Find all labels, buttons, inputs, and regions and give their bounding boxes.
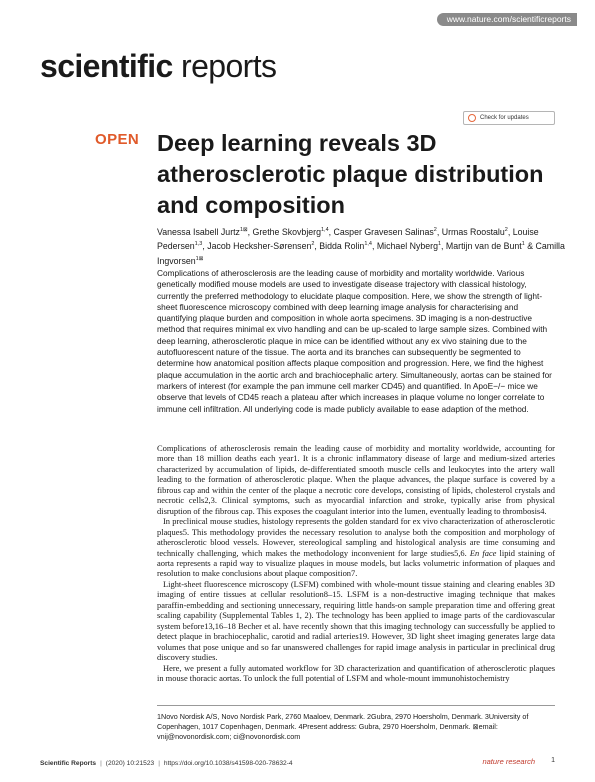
footer-separator: | (158, 759, 160, 767)
paragraph-2-tail: lipid staining of aorta represents a rapid way to visualize plaques in mouse models, but lacks volumetric information of plaques and resolution to make conclusions about plaque composition7. (157, 547, 556, 579)
paragraph-4: Here, we present a fully automated workflow for 3D characterization and quantification of atherosclerotic plaques in mouse thoracic aortas. To unlock the full potential of LSFM and whole-mount immunohistochemistry (157, 662, 555, 683)
page-footer (40, 757, 555, 769)
footer-journal: Scientific Reports (40, 759, 97, 767)
journal-masthead (40, 48, 276, 84)
check-for-updates-button[interactable] (463, 111, 555, 125)
open-access-label: OPEN (95, 131, 140, 148)
paragraph-1: Complications of atherosclerosis remain the leading cause of morbidity and mortality worldwide, accounting for more than 18 million deaths each year1. It is a chronic inflammatory disease of large and medium-sized arteries characterized by accumulation of lipids, de-differentiated smooth muscle cells and leukocytes into the artery wall leading to the formation of atherosclerotic plaque. When the plaque advances, the plaque surface is covered by a fibrous cap and within the center of the plaque a necrotic core develops, consisting of lipids, cholesterol crystals and necrotic cells2,3. Clinical symptoms, such as myocardial infarction and stroke, typically arise from physical disruption of the fibrous cap. This exposes the coagulant interior into the lumen, eventually leading to thrombosis4. (157, 443, 555, 516)
site-url[interactable] (437, 12, 577, 26)
footer-separator: | (100, 759, 102, 767)
check-updates-label: Check for updates (480, 115, 529, 121)
abstract: Complications of atherosclerosis are the leading cause of morbidity and mortality worldwide. Various genetically modified mouse models are used to investigate disease trajectory with classical histology, currently the preferred methodology to elucidate plaque composition. Here, we show the strength of light-sheet fluorescence microscopy combined with deep learning image analysis for characterising and quantifying plaque burden and composition in whole aorta specimens. 3D imaging is a non-destructive method that requires minimal ex vivo handling and can be up-scaled to large sample sizes. Combined with deep learning, atherosclerotic plaque in mice can be identified without any ex vivo staining due to the autofluorescent nature of the tissue. The aorta and its branches can subsequently be segmented to determine how anatomical position affects plaque composition and progression. Here, we find the highest plaque accumulation in the aortic arch and brachiocephalic artery. Simultaneously, aortas can be stained for markers of interest (for example the pan immune cell marker CD45) and quantified. In ApoE−/− mice we observe that levels of CD45 reach a plateau after which increases in plaque volume no longer correlate to immune cell infiltration. All underlying code is made publicly available to ease adaption of the method. (157, 268, 552, 414)
paragraph-2 (157, 516, 555, 579)
footer-doi[interactable]: https://doi.org/10.1038/s41598-020-78632-4 (163, 759, 293, 767)
masthead-word-scientific: scientific (40, 48, 173, 84)
paragraph-3: Light-sheet fluorescence microscopy (LSFM) combined with whole-mount tissue staining and clearing enables 3D imaging of entire tissues at cellular resolution8–15. LSFM is a non-destructive imaging technique that makes paraffin-embedding and sectioning unnecessary, requiring little hands-on sample preparation time and offering great scaling capability (Supplemental Tables 1, 2). The technology has been applied to image parts of the cardiovascular system before13,16–18 Becher et al. have recently shown that this imaging technology can successfully be applied to detect plaque in brachiocephalic, carotid and radial arteries19. However, 3D light sheet imaging generates large data volumes that pose unique and so far unanswered challenges for rapid image analysis in particular in preclinical drug discovery studies. (157, 578, 555, 663)
footer-issue: (2020) 10:21523 (105, 759, 155, 767)
article-title: Deep learning reveals 3D atherosclerotic plaque distribution and composition (157, 130, 544, 218)
main-text (157, 443, 555, 683)
author-list: Vanessa Isabell Jurtz$^{1⊠}$, Grethe Skovbjerg$^{1,4}$, Casper Gravesen Salinas$^2$, Urmas Roostalu$^2$, Louise Pedersen$^{1,3}$, Jacob Hecksher-Sørensen$^2$, Bidda Rolin$^{1,4}$, Michael Nyberg$^1$, Martijn van de Bunt$^1$ & Camilla Ingvorsen$^{1⊠}$ (157, 226, 565, 266)
paragraph-2-text: In preclinical mouse studies, histology represents the golden standard for ex vivo characterization of atherosclerotic plaques5. This methodology provides the necessary resolution to analyse both the composition and morphology of atherosclerotic blood vessels. However, stereological sampling and histological analysis are time consuming and technically challenging, which makes the methodology inconvenient for large studies5,6. (157, 516, 555, 558)
site-url-text[interactable]: www.nature.com/scientificreports (437, 13, 577, 26)
update-icon (468, 114, 476, 122)
footnote-divider (157, 705, 555, 706)
affiliations: 1Novo Nordisk A/S, Novo Nordisk Park, 2760 Maaloev, Denmark. 2Gubra, 2970 Hoersholm, Denmark. 3University of Copenhagen, 1017 Copenhagen, Denmark. 4Present address: Gubra, 2970 Hoersholm, Denmark. ⊠email: vnij@novonordisk.com; ci@novonordisk.com (157, 712, 529, 741)
page-number: 1 (551, 757, 555, 764)
masthead-word-reports: reports (181, 48, 277, 84)
paragraph-2-emphasis: En face (469, 547, 497, 558)
publisher-logo: nature research (482, 757, 535, 766)
